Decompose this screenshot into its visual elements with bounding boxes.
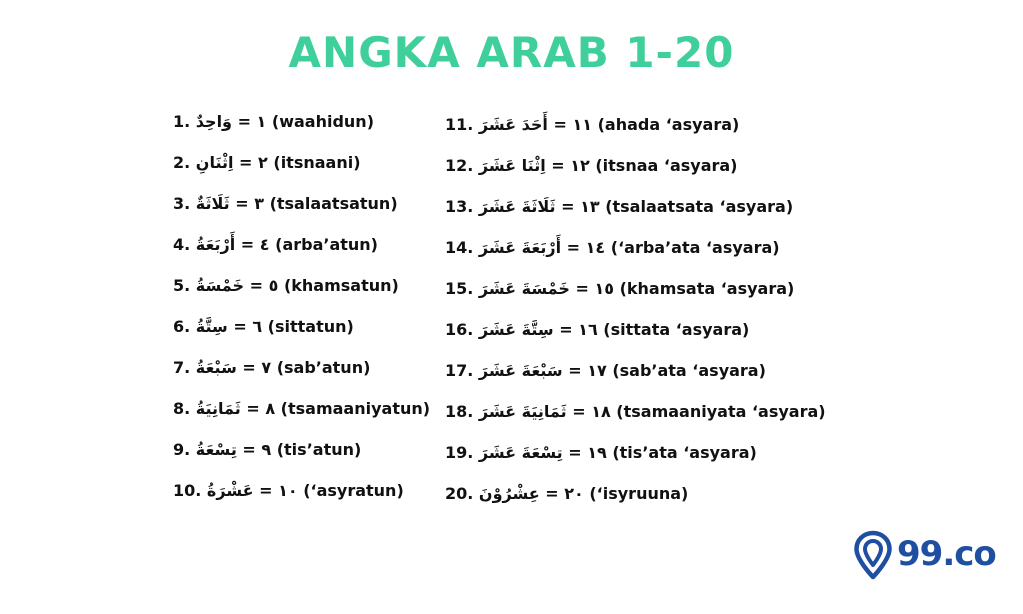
item-latin: (khamsatun) (283, 276, 399, 295)
list-item (445, 236, 826, 277)
item-number: 9. (173, 440, 191, 459)
item-number: 14. (445, 238, 474, 257)
list-item (445, 154, 826, 195)
item-arabic: ١ = وَاحِدٌ (195, 112, 267, 131)
item-number: 4. (173, 235, 191, 254)
item-latin: (tsalaatsata ‘asyara) (605, 197, 794, 216)
item-arabic: ٨ = ثَمَانِيَةُ (195, 399, 276, 418)
list-item (173, 274, 430, 315)
item-number: 20. (445, 484, 474, 503)
item-latin: (itsnaa ‘asyara) (595, 156, 738, 175)
item-latin: (‘isyruuna) (589, 484, 689, 503)
item-latin: (sittata ‘asyara) (603, 320, 750, 339)
item-number: 18. (445, 402, 474, 421)
item-arabic: ٤ = أَرْبَعَةُ (195, 235, 270, 254)
item-number: 7. (173, 358, 191, 377)
item-number: 6. (173, 317, 191, 336)
list-item (173, 315, 430, 356)
list-item (445, 482, 826, 523)
item-latin: (tsamaaniyata ‘asyara) (616, 402, 826, 421)
list-item (445, 400, 826, 441)
list-item (173, 192, 430, 233)
item-number: 3. (173, 194, 191, 213)
list-item (173, 151, 430, 192)
item-arabic: ١٧ = سَبْعَةَ عَشَرَ (478, 361, 607, 380)
numbers-list-1-10 (173, 110, 430, 520)
item-arabic: ٩ = تِسْعَةُ (195, 440, 272, 459)
item-arabic: ١٨ = ثَمَانِيَةَ عَشَرَ (478, 402, 611, 421)
item-arabic: ٣ = ثَلَاثَةٌ (195, 194, 264, 213)
item-latin: (khamsata ‘asyara) (619, 279, 795, 298)
item-arabic: ١٥ = خَمْسَةَ عَشَرَ (478, 279, 614, 298)
location-pin-icon (853, 530, 893, 580)
item-arabic: ٦ = سِتَّةُ (195, 317, 263, 336)
item-arabic: ٢٠ = عِشْرُوْنَ (478, 484, 584, 503)
list-item (173, 438, 430, 479)
item-number: 16. (445, 320, 474, 339)
list-item (445, 359, 826, 400)
list-item (445, 113, 826, 154)
item-arabic: ١٦ = سِتَّةَ عَشَرَ (478, 320, 598, 339)
item-arabic: ٥ = خَمْسَةُ (195, 276, 279, 295)
item-arabic: ١٩ = تِسْعَةَ عَشَرَ (478, 443, 607, 462)
item-number: 1. (173, 112, 191, 131)
item-number: 11. (445, 115, 474, 134)
item-number: 19. (445, 443, 474, 462)
item-arabic: ١٣ = ثَلَاثَةَ عَشَرَ (478, 197, 600, 216)
item-number: 8. (173, 399, 191, 418)
item-arabic: ٧ = سَبْعَةُ (195, 358, 272, 377)
list-item (173, 356, 430, 397)
item-number: 10. (173, 481, 202, 500)
item-latin: (itsnaani) (273, 153, 361, 172)
item-number: 15. (445, 279, 474, 298)
item-latin: (waahidun) (271, 112, 374, 131)
item-arabic: ١١ = أَحَدَ عَشَرَ (478, 115, 592, 134)
item-latin: (sittatun) (267, 317, 354, 336)
list-item (173, 479, 430, 520)
item-arabic: ١٢ = اِثْنَا عَشَرَ (478, 156, 590, 175)
item-latin: (tsalaatsatun) (269, 194, 398, 213)
list-item (445, 441, 826, 482)
list-item (173, 397, 430, 438)
item-number: 2. (173, 153, 191, 172)
item-number: 17. (445, 361, 474, 380)
page-title: ANGKA ARAB 1-20 (288, 28, 735, 77)
item-latin: (tis’atun) (276, 440, 362, 459)
list-item (445, 195, 826, 236)
item-latin: (arba’atun) (275, 235, 378, 254)
item-number: 13. (445, 197, 474, 216)
brand-name: 99.co (897, 534, 996, 574)
item-number: 12. (445, 156, 474, 175)
list-item (173, 233, 430, 274)
item-arabic: ٢ = اِثْنَانِ (195, 153, 268, 172)
item-latin: (tsamaaniyatun) (280, 399, 431, 418)
item-latin: (ahada ‘asyara) (597, 115, 740, 134)
item-arabic: ١٤ = أَرْبَعَةَ عَشَرَ (478, 238, 606, 257)
list-item (173, 110, 430, 151)
item-number: 5. (173, 276, 191, 295)
item-latin: (tis’ata ‘asyara) (612, 443, 757, 462)
item-latin: (‘arba’ata ‘asyara) (610, 238, 780, 257)
item-arabic: ١٠ = عَشْرَةُ (206, 481, 298, 500)
list-item (445, 318, 826, 359)
item-latin: (sab’atun) (276, 358, 371, 377)
item-latin: (‘asyratun) (303, 481, 404, 500)
item-latin: (sab’ata ‘asyara) (612, 361, 766, 380)
numbers-list-11-20 (445, 113, 826, 523)
list-item (445, 277, 826, 318)
brand-logo (853, 530, 996, 580)
